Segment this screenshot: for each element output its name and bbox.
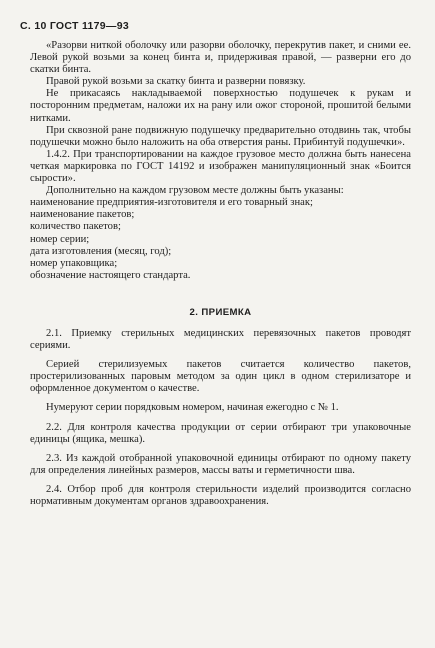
series-definition-paragraph: Серией стерилизуемых пакетов считается количество пакетов, простерилизованных паровым методом за один цикл в одном стерилизаторе и оформленное документом о качестве. (30, 359, 411, 395)
clause-2-2: 2.2. Для контроля качества продукции от серии отбирают три упаковочные единицы (ящика, мешка). (30, 421, 411, 445)
clause-1-4-2: 1.4.2. При транспортировании на каждое грузовое место должна быть нанесена четкая маркировка по ГОСТ 14192 и изображен манипуляционный знак «Боится сырости». (30, 148, 411, 185)
instruction-paragraph: «Разорви ниткой оболочку или разорви оболочку, перекрутив пакет, и сними ее. Левой рукой возьми за конец бинта и, придерживая правой, — разверни его до скатки бинта. (30, 40, 411, 76)
clause-2-4: 2.4. Отбор проб для контроля стерильности изделий производится согласно нормативным документам органов здравоохранения. (30, 483, 411, 507)
instruction-paragraph: При сквозной ране подвижную подушечку предварительно отодвинь так, чтобы подушечки можно было наложить на оба отверстия раны. Прибинтуй подушечки». (30, 124, 411, 148)
document-body (30, 40, 411, 508)
clause-2-1: 2.1. Приемку стерильных медицинских перевязочных пакетов проводят сериями. (30, 327, 411, 352)
list-item: наименование предприятия-изготовителя и его товарный знак; (30, 197, 313, 209)
additional-marking-intro: Дополнительно на каждом грузовом месте должны быть указаны: (46, 185, 344, 197)
series-numbering-paragraph: Нумеруют серии порядковым номером, начиная ежегодно с № 1. (46, 402, 339, 414)
list-item: наименование пакетов; (30, 209, 135, 221)
section-title: 2. ПРИЕМКА (189, 306, 252, 318)
list-item: номер серии; (30, 233, 90, 245)
list-item: номер упаковщика; (30, 257, 118, 269)
list-item: количество пакетов; (30, 221, 121, 233)
page-header: С. 10 ГОСТ 1179—93 (20, 20, 130, 32)
instruction-paragraph: Не прикасаясь накладываемой поверхностью подушечек к рукам и посторонним предметам, наложи их на рану или ожог стороной, прошитой белыми нитками. (30, 88, 411, 124)
instruction-paragraph: Правой рукой возьми за скатку бинта и разверни повязку. (46, 76, 306, 88)
clause-2-3: 2.3. Из каждой отобранной упаковочной единицы отбирают по одному пакету для определения линейных размеров, массы ваты и герметичности шва. (30, 452, 411, 476)
marking-list (30, 197, 411, 282)
list-item: дата изготовления (месяц, год); (30, 245, 172, 257)
list-item: обозначение настоящего стандарта. (30, 269, 191, 281)
